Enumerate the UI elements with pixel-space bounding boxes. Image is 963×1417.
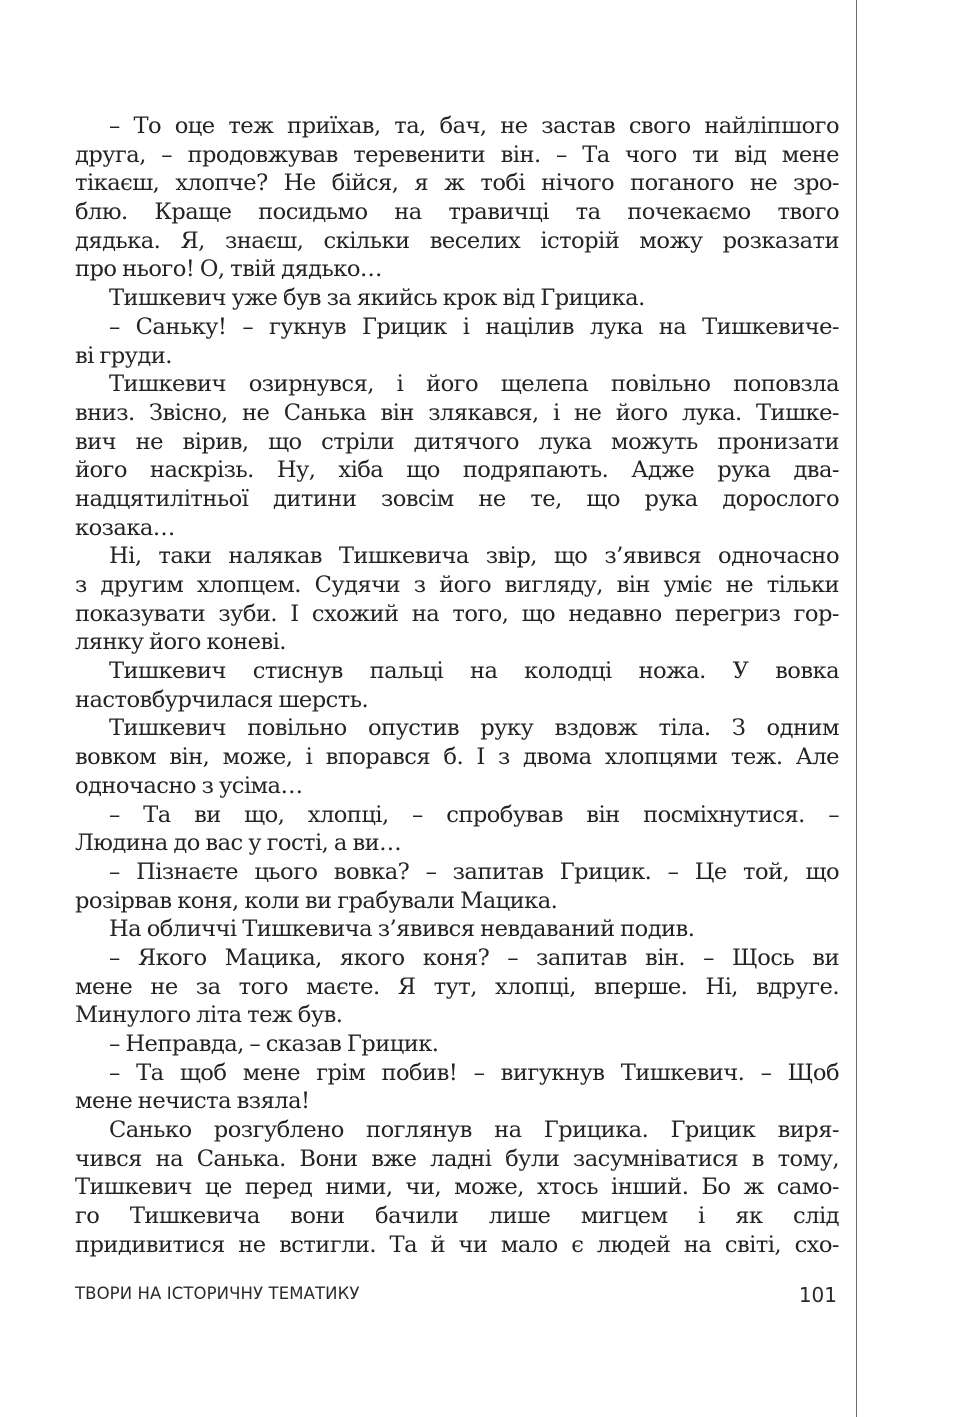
text-line: мене не за того маєте. Я тут, хлопці, вперше. Ні, вдруге. — [75, 973, 839, 1000]
text-line: – Пізнаєте цього вовка? – запитав Грицик. – Це той, що — [109, 858, 839, 885]
paragraph — [75, 801, 839, 858]
text-line: – Неправда, – сказав Грицик. — [109, 1031, 439, 1057]
text-line: На обличчі Тишкевича з’явився невдаваний подив. — [109, 916, 695, 943]
text-line: Минулого літа теж був. — [75, 1002, 343, 1029]
text-line: блю. Краще посидьмо на травичці та почекаємо твого — [75, 199, 839, 226]
text-line: Людина до вас у гості, а ви… — [75, 830, 402, 857]
text-line: лянку його коневі. — [75, 629, 286, 656]
text-line: дядька. Я, знаєш, скільки веселих історій можу розказати — [75, 227, 839, 254]
text-line: ві груди. — [75, 342, 172, 369]
text-line: – Та щоб мене грім побив! – вигукнув Тишкевич. – Щоб — [109, 1059, 839, 1086]
text-line: його наскрізь. Ну, хіба що подряпають. Адже рука два- — [75, 457, 839, 484]
text-line: розірвав коня, коли ви грабували Мацика. — [75, 887, 558, 914]
text-line: Тишкевич озирнувся, і його щелепа повільно поповзла — [109, 371, 839, 398]
paragraph — [75, 915, 839, 944]
text-line: тікаєш, хлопче? Не бійся, я ж тобі нічого поганого не зро- — [75, 170, 839, 197]
page-number: 101 — [798, 1283, 837, 1307]
page-edge-line — [856, 0, 857, 1417]
paragraph — [75, 1116, 839, 1259]
running-footer-title: ТВОРИ НА ІСТОРИЧНУ ТЕМАТИКУ — [75, 1284, 360, 1303]
text-line: вниз. Звісно, не Санька він злякався, і не його лука. Тишке- — [75, 399, 839, 426]
text-line: друга, – продовжував теревенити він. – Та чого ти від мене — [75, 141, 839, 168]
paragraph — [75, 714, 839, 800]
text-line: придивитися не встигли. Та й чи мало є людей на світі, схо- — [75, 1231, 839, 1258]
text-line: – То оце теж приїхав, та, бач, не застав свого найліпшого — [109, 113, 839, 139]
text-line: вич не вірив, що стріли дитячого лука можуть пронизати — [75, 428, 839, 455]
paragraph — [75, 112, 839, 284]
paragraph — [75, 1030, 839, 1059]
text-line: з другим хлопцем. Судячи з його вигляду, він уміє не тільки — [75, 572, 839, 598]
text-line: надцятилітньої дитини зовсім не те, що рука дорослого — [75, 485, 839, 512]
text-line: Тишкевич повільно опустив руку вздовж тіла. З одним — [109, 715, 839, 742]
text-line: – Саньку! – гукнув Грицик і націлив лука на Тишкевиче- — [109, 313, 839, 340]
paragraph — [75, 313, 839, 370]
text-line: – Якого Мацика, якого коня? – запитав він. – Щось ви — [109, 944, 839, 971]
paragraph — [75, 284, 839, 313]
body-text — [75, 112, 839, 1260]
paragraph — [75, 542, 839, 657]
text-line: Тишкевич це перед ними, чи, може, хтось інший. Бо ж само- — [75, 1174, 839, 1201]
text-line: – Та ви що, хлопці, – спробував він посміхнутися. – — [109, 801, 839, 828]
text-line: мене нечиста взяла! — [75, 1088, 310, 1115]
text-line: одночасно з усіма… — [75, 772, 303, 799]
text-line: чився на Санька. Вони вже ладні були засумніватися в тому, — [75, 1145, 839, 1172]
text-line: го Тишкевича вони бачили лише мигцем і як слід — [75, 1203, 839, 1230]
text-line: про нього! О, твій дядько… — [75, 256, 382, 283]
paragraph — [75, 370, 839, 542]
paragraph — [75, 1059, 839, 1116]
text-line: настовбурчилася шерсть. — [75, 686, 369, 713]
text-line: козака… — [75, 514, 175, 541]
paragraph — [75, 944, 839, 1030]
text-line: Санько розгублено поглянув на Грицика. Грицик виря- — [109, 1117, 839, 1144]
paragraph — [75, 657, 839, 714]
text-line: Тишкевич уже був за якийсь крок від Грицика. — [109, 285, 645, 312]
text-line: вовком він, може, і впорався б. І з двома хлопцями теж. Але — [75, 744, 839, 771]
text-line: Ні, таки налякав Тишкевича звір, що з’явився одночасно — [109, 543, 839, 570]
paragraph — [75, 858, 839, 915]
text-line: Тишкевич стиснув пальці на колодці ножа. У вовка — [109, 658, 839, 685]
text-line: показувати зуби. І схожий на того, що недавно перегриз гор- — [75, 600, 839, 627]
